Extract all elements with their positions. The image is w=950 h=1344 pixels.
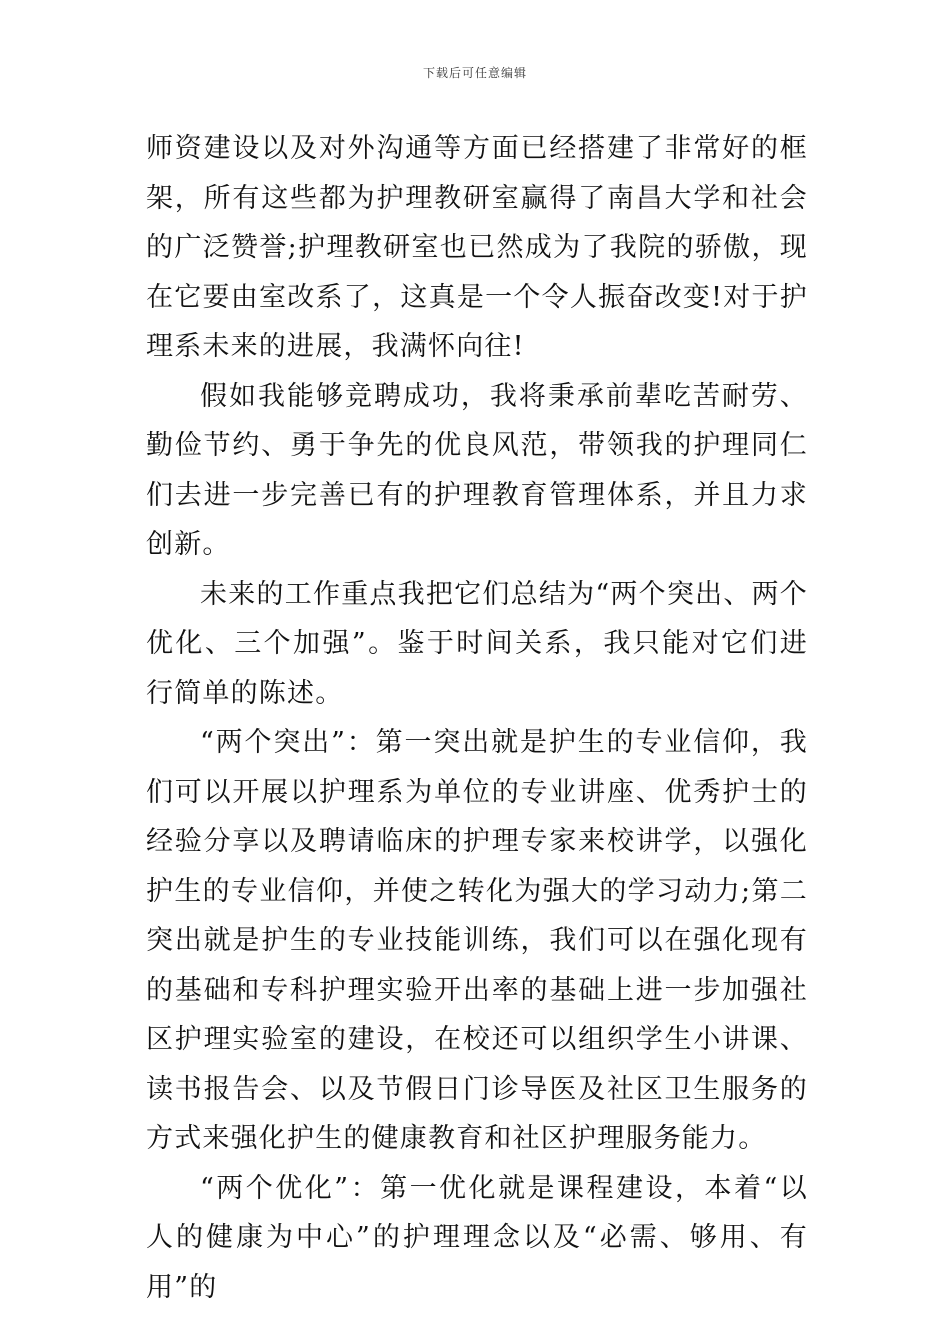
paragraph-continuation: 师资建设以及对外沟通等方面已经搭建了非常好的框架，所有这些都为护理教研室赢得了南昌大学和社会的广泛赞誉;护理教研室也已然成为了我院的骄傲，现在它要由室改系了，这真是一个令人振奋改变!对于护理系未来的进展，我满怀向往! (146, 133, 808, 362)
document-body (146, 124, 808, 1312)
paragraph-competition: 假如我能够竞聘成功，我将秉承前辈吃苦耐劳、勤俭节约、勇于争先的优良风范，带领我的护理同仁们去进一步完善已有的护理教育管理体系，并且力求创新。 (146, 380, 808, 560)
header-note: 下载后可任意编辑 (422, 66, 527, 80)
paragraph-two-highlights: “两个突出”：第一突出就是护生的专业信仰，我们可以开展以护理系为单位的专业讲座、优秀护士的经验分享以及聘请临床的护理专家来校讲学，以强化护生的专业信仰，并使之转化为强大的学习动力;第二突出就是护生的专业技能训练，我们可以在强化现有的基础和专科护理实验开出率的基础上进一步加强社区护理实验室的建设，在校还可以组织学生小讲课、读书报告会、以及节假日门诊导医及社区卫生服务的方式来强化护生的健康教育和社区护理服务能力。 (146, 727, 808, 1154)
paragraph-work-focus: 未来的工作重点我把它们总结为“两个突出、两个优化、三个加强”。鉴于时间关系，我只能对它们进行简单的陈述。 (146, 578, 808, 709)
paragraph-two-optimizations: “两个优化”：第一优化就是课程建设，本着“以人的健康为中心”的护理理念以及“必需、够用、有用”的 (146, 1172, 808, 1303)
